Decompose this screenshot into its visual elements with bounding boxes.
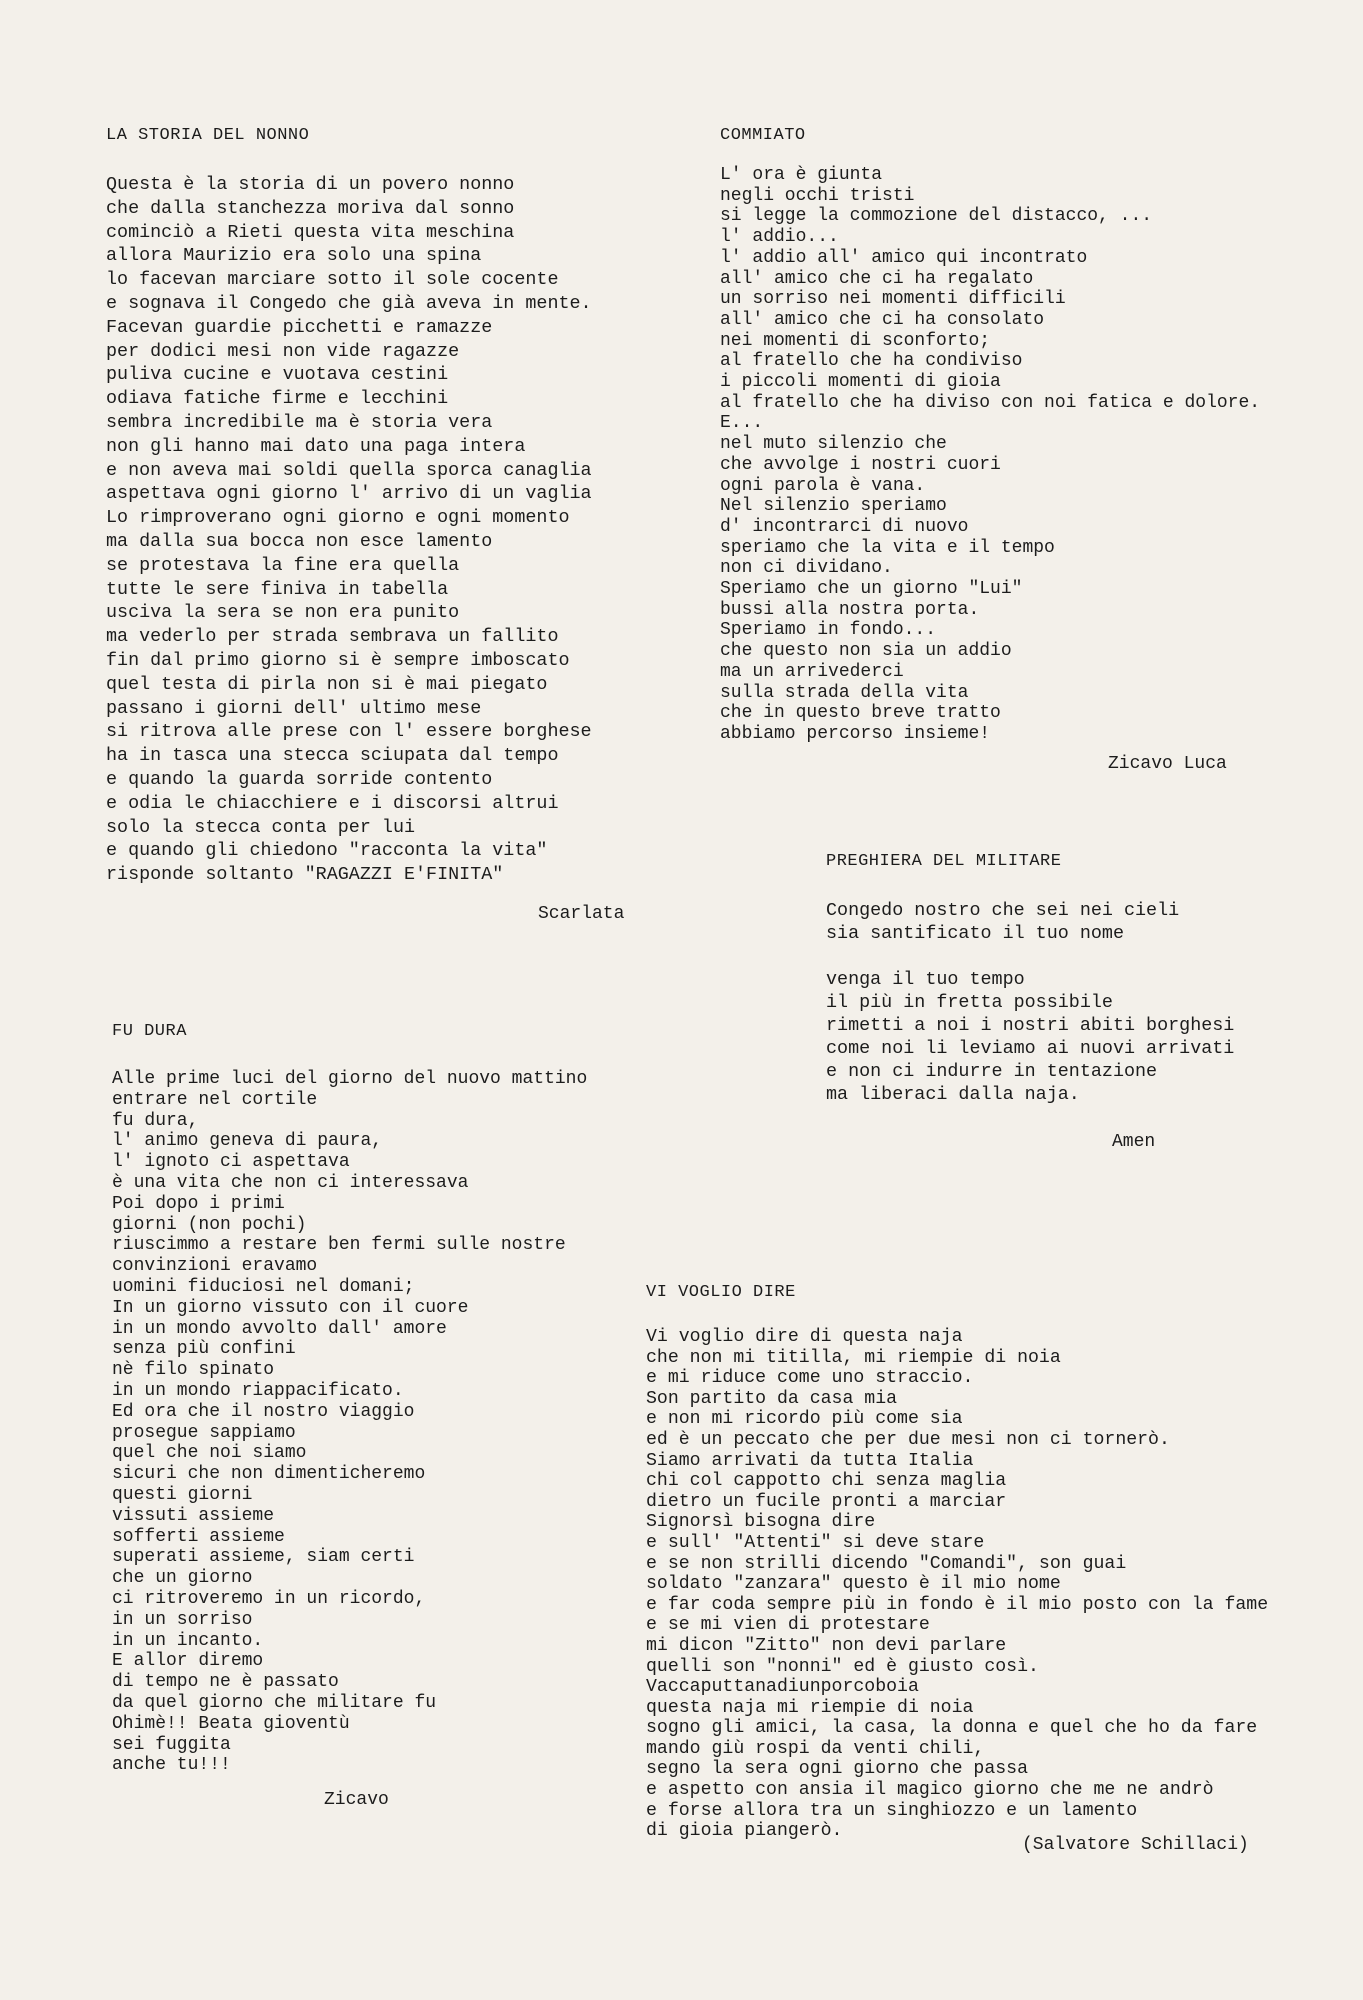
poem-line: all' amico che ci ha consolato <box>720 309 1045 330</box>
poem-lines <box>720 165 1340 745</box>
poem-line: che non mi titilla, mi riempie di noia <box>646 1347 1061 1368</box>
poem-line: Facevan guardie picchetti e ramazze <box>106 316 493 338</box>
poem-line: ma liberaci dalla naja. <box>826 1084 1080 1105</box>
poem-line: e odia le chiacchiere e i discorsi altrui <box>106 792 559 814</box>
poem-line: sia santificato il tuo nome <box>826 923 1124 944</box>
poem-line: e se non strilli dicendo "Comandi", son guai <box>646 1553 1127 1574</box>
poem-line: ha in tasca una stecca sciupata dal tempo <box>106 745 559 767</box>
poem-line: giorni (non pochi) <box>112 1214 307 1235</box>
poem-line: non ci dividano. <box>720 558 893 579</box>
poem-line: e far coda sempre più in fondo è il mio posto con la fame <box>646 1594 1269 1615</box>
poem-line: Son partito da casa mia <box>646 1388 898 1409</box>
poem-line: il più in fretta possibile <box>826 992 1113 1013</box>
poem-title: VI VOGLIO DIRE <box>646 1283 796 1302</box>
poem-line: entrare nel cortile <box>112 1089 318 1110</box>
poem-author: (Salvatore Schillaci) <box>1022 1835 1249 1855</box>
poem-line: nel muto silenzio che <box>720 434 947 455</box>
poem-line: chi col cappotto chi senza maglia <box>646 1471 1007 1492</box>
poem-line: dietro un fucile pronti a marciar <box>646 1491 1007 1512</box>
poem-line: sogno gli amici, la casa, la donna e quel che ho da fare <box>646 1718 1258 1739</box>
poem-line: al fratello che ha condiviso <box>720 351 1023 372</box>
poem-lines <box>112 1069 672 1776</box>
poem-line: negli occhi tristi <box>720 185 915 206</box>
poem-line: per dodici mesi non vide ragazze <box>106 340 460 362</box>
poem-line: solo la stecca conta per lui <box>106 816 416 838</box>
poem-line: si ritrova alle prese con l' essere borghese <box>106 721 592 743</box>
poem-line: ma un arrivederci <box>720 661 904 682</box>
poem-la-storia-del-nonno <box>106 126 666 924</box>
poem-line: aspettava ogni giorno l' arrivo di un vaglia <box>106 483 592 505</box>
poem-line: soldato "zanzara" questo è il mio nome <box>646 1574 1061 1595</box>
poem-line: odiava fatiche firme e lecchini <box>106 388 449 410</box>
poem-line: l' addio all' amico qui incontrato <box>720 247 1088 268</box>
poem-line: e quando gli chiedono "racconta la vita" <box>106 840 548 862</box>
poem-line: in un incanto. <box>112 1630 264 1651</box>
poem-line: in un mondo riappacificato. <box>112 1380 404 1401</box>
poem-line: convinzioni eravamo <box>112 1256 318 1277</box>
poem-line: Nel silenzio speriamo <box>720 496 947 517</box>
poem-line: di gioia piangerò. <box>646 1821 843 1842</box>
poem-line: Speriamo che un giorno "Lui" <box>720 579 1023 600</box>
poem-line: d' incontrarci di nuovo <box>720 516 969 537</box>
poem-preghiera-del-militare <box>826 852 1306 1152</box>
poem-line: se protestava la fine era quella <box>106 554 460 576</box>
poem-line: e mi riduce come uno straccio. <box>646 1368 974 1389</box>
poem-line: allora Maurizio era solo una spina <box>106 245 482 267</box>
poem-line: nei momenti di sconforto; <box>720 330 991 351</box>
poem-line: quel che noi siamo <box>112 1443 307 1464</box>
poem-line: anche tu!!! <box>112 1755 231 1776</box>
poem-line: L' ora è giunta <box>720 165 883 185</box>
poem-line: questi giorni <box>112 1484 253 1505</box>
poem-lines <box>646 1327 1346 1842</box>
poem-line: e forse allora tra un singhiozzo e un lamento <box>646 1800 1138 1821</box>
poem-line: e quando la guarda sorride contento <box>106 768 493 790</box>
poem-line: venga il tuo tempo <box>826 969 1025 990</box>
poem-line: In un giorno vissuto con il cuore <box>112 1297 469 1318</box>
poem-line: Ed ora che il nostro viaggio <box>112 1401 415 1422</box>
poem-line: Poi dopo i primi <box>112 1193 285 1214</box>
poem-line: E... <box>720 413 764 434</box>
poem-line: abbiamo percorso insieme! <box>720 723 991 744</box>
poem-line: tutte le sere finiva in tabella <box>106 578 449 600</box>
poem-line: nè filo spinato <box>112 1360 275 1381</box>
poem-line: da quel giorno che militare fu <box>112 1692 437 1713</box>
poem-line: prosegue sappiamo <box>112 1422 296 1443</box>
poem-line: che questo non sia un addio <box>720 641 1012 662</box>
poem-line: l' animo geneva di paura, <box>112 1131 383 1152</box>
poem-line: superati assieme, siam certi <box>112 1547 415 1568</box>
poem-line: Signorsì bisogna dire <box>646 1512 876 1533</box>
poem-line: Vaccaputtanadiunporcoboia <box>646 1677 919 1698</box>
poem-line: e sognava il Congedo che già aveva in mente. <box>106 292 592 314</box>
poem-line: in un sorriso <box>112 1609 253 1630</box>
poem-author: Scarlata <box>538 904 625 924</box>
poem-line: e aspetto con ansia il magico giorno che me ne andrò <box>646 1780 1214 1801</box>
poem-fu-dura <box>112 1022 672 1810</box>
poem-line: segno la sera ogni giorno che passa <box>646 1759 1028 1780</box>
poem-line: rimetti a noi i nostri abiti borghesi <box>826 1015 1235 1036</box>
poem-line: Congedo nostro che sei nei cieli <box>826 900 1180 921</box>
poem-title: LA STORIA DEL NONNO <box>106 126 310 145</box>
poem-line: ma vederlo per strada sembrava un fallito <box>106 626 559 648</box>
poem-line: e non aveva mai soldi quella sporca canaglia <box>106 459 592 481</box>
poem-title: FU DURA <box>112 1022 187 1041</box>
poem-line: che avvolge i nostri cuori <box>720 454 1001 475</box>
poem-lines <box>106 173 666 887</box>
poem-line: sei fuggita <box>112 1734 231 1755</box>
poem-line: che un giorno <box>112 1568 253 1589</box>
poem-line: in un mondo avvolto dall' amore <box>112 1318 447 1339</box>
poem-title: COMMIATO <box>720 126 806 145</box>
poem-line: e non mi ricordo più come sia <box>646 1409 963 1430</box>
poem-line: l' ignoto ci aspettava <box>112 1152 350 1173</box>
poem-line: Vi voglio dire di questa naja <box>646 1327 963 1347</box>
poem-line: Siamo arrivati da tutta Italia <box>646 1450 974 1471</box>
poem-line: quelli son "nonni" ed è giusto così. <box>646 1656 1039 1677</box>
poem-line: che in questo breve tratto <box>720 703 1001 724</box>
poem-line: speriamo che la vita e il tempo <box>720 537 1055 558</box>
poem-vi-voglio-dire <box>646 1283 1346 1855</box>
poem-line: bussi alla nostra porta. <box>720 599 980 620</box>
poem-line: senza più confini <box>112 1339 296 1360</box>
poem-line: Questa è la storia di un povero nonno <box>106 174 515 195</box>
poem-line: ma dalla sua bocca non esce lamento <box>106 530 493 552</box>
poem-author: Amen <box>1112 1132 1156 1152</box>
poem-line: che dalla stanchezza moriva dal sonno <box>106 197 515 219</box>
poem-line: i piccoli momenti di gioia <box>720 372 1001 393</box>
poem-line: all' amico che ci ha regalato <box>720 268 1034 289</box>
poem-line: Alle prime luci del giorno del nuovo mattino <box>112 1069 588 1089</box>
poem-line: questa naja mi riempie di noia <box>646 1697 974 1718</box>
poem-line: mando giù rospi da venti chili, <box>646 1738 985 1759</box>
poem-line: sembra incredibile ma è storia vera <box>106 411 493 433</box>
poem-line: al fratello che ha diviso con noi fatica e dolore. <box>720 392 1261 413</box>
poem-line: è una vita che non ci interessava <box>112 1172 469 1193</box>
poem-line: e sull' "Attenti" si deve stare <box>646 1532 985 1553</box>
poem-line: ogni parola è vana. <box>720 475 926 496</box>
poem-line: l' addio... <box>720 227 839 248</box>
poem-lines <box>826 899 1306 1106</box>
poem-line: sofferti assieme <box>112 1526 285 1547</box>
poem-line: ci ritroveremo in un ricordo, <box>112 1588 426 1609</box>
poem-line: Ohimè!! Beata gioventù <box>112 1713 350 1734</box>
poem-line: puliva cucine e vuotava cestini <box>106 364 449 386</box>
poem-line: come noi li leviamo ai nuovi arrivati <box>826 1038 1235 1059</box>
poem-line: quel testa di pirla non si è mai piegato <box>106 673 548 695</box>
poem-line: passano i giorni dell' ultimo mese <box>106 697 482 719</box>
poem-line: riuscimmo a restare ben fermi sulle nostre <box>112 1235 566 1256</box>
poem-line: lo facevan marciare sotto il sole cocente <box>106 269 559 291</box>
poem-line: vissuti assieme <box>112 1505 275 1526</box>
poem-line: uomini fiduciosi nel domani; <box>112 1276 415 1297</box>
poem-line: si legge la commozione del distacco, ... <box>720 206 1153 227</box>
poem-line: sicuri che non dimenticheremo <box>112 1464 426 1485</box>
poem-line: mi dicon "Zitto" non devi parlare <box>646 1635 1007 1656</box>
poem-line: fin dal primo giorno si è sempre imboscato <box>106 649 570 671</box>
poem-line: e se mi vien di protestare <box>646 1615 930 1636</box>
poem-commiato <box>720 126 1340 774</box>
poem-line: sulla strada della vita <box>720 682 969 703</box>
poem-line: cominciò a Rieti questa vita meschina <box>106 221 515 243</box>
poem-line: Speriamo in fondo... <box>720 620 937 641</box>
poem-author: Zicavo Luca <box>1108 754 1227 774</box>
poem-line: ed è un peccato che per due mesi non ci tornerò. <box>646 1429 1170 1450</box>
poem-line: E allor diremo <box>112 1651 264 1672</box>
poem-line <box>826 945 1306 968</box>
poem-author: Zicavo <box>324 1790 389 1810</box>
poem-line: Lo rimproverano ogni giorno e ogni momento <box>106 507 570 529</box>
poem-line: non gli hanno mai dato una paga intera <box>106 435 526 457</box>
poem-line: risponde soltanto "RAGAZZI E'FINITA" <box>106 864 504 886</box>
poem-line: usciva la sera se non era punito <box>106 602 460 624</box>
poem-line: fu dura, <box>112 1110 199 1131</box>
poem-title: PREGHIERA DEL MILITARE <box>826 852 1062 871</box>
poem-line: di tempo ne è passato <box>112 1672 339 1693</box>
poem-line: un sorriso nei momenti difficili <box>720 289 1066 310</box>
poem-line: e non ci indurre in tentazione <box>826 1061 1158 1082</box>
